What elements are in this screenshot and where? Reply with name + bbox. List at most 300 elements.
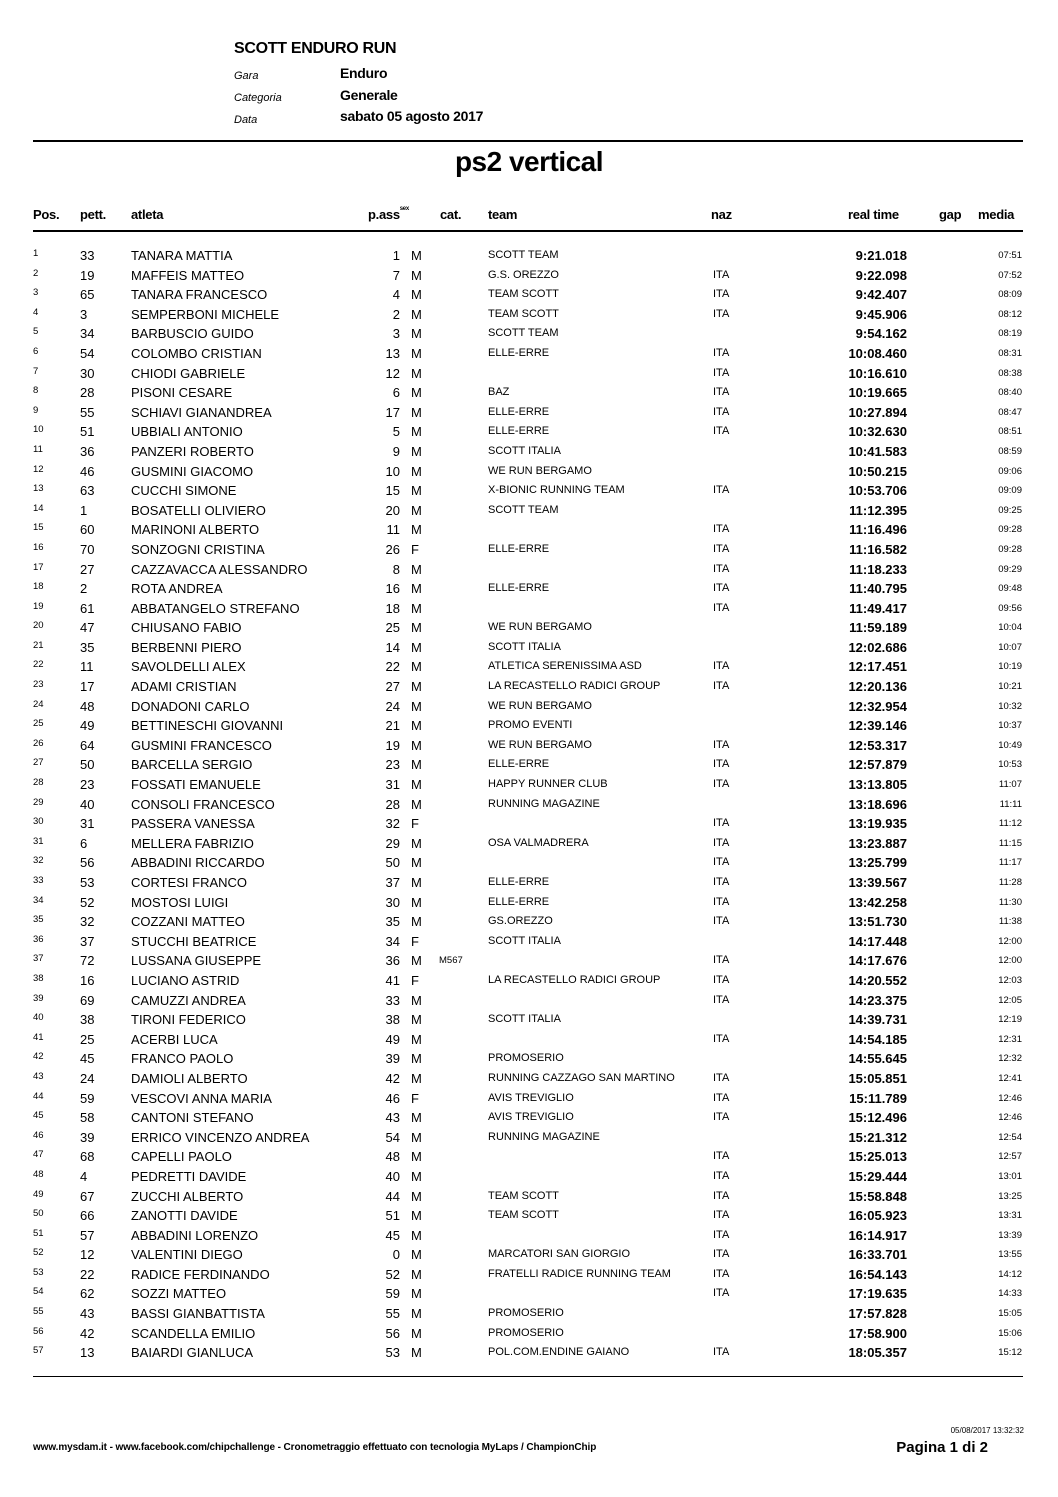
- cell-media: 15:06: [998, 1327, 1022, 1339]
- cell-team: PROMOSERIO: [488, 1052, 564, 1065]
- cell-pass: 45: [385, 1227, 400, 1243]
- data-value: sabato 05 agosto 2017: [340, 108, 484, 124]
- cell-atleta: FRANCO PAOLO: [131, 1051, 234, 1067]
- cell-pos: 28: [33, 777, 44, 789]
- cell-pett: 32: [80, 914, 95, 930]
- cell-pass: 13: [385, 345, 400, 361]
- cell-pos: 27: [33, 757, 44, 769]
- cell-pett: 58: [80, 1110, 95, 1126]
- cell-media: 12:57: [998, 1151, 1022, 1163]
- cell-pass: 3: [392, 326, 400, 342]
- cell-sex: M: [411, 1286, 422, 1302]
- cell-team: OSA VALMADRERA: [488, 836, 589, 849]
- cell-sex: M: [411, 1266, 422, 1282]
- cell-media: 15:12: [998, 1347, 1022, 1359]
- table-row: [0, 383, 1058, 403]
- cell-pass: 52: [385, 1266, 400, 1282]
- cell-pett: 34: [80, 326, 95, 342]
- cell-naz: ITA: [713, 1071, 730, 1084]
- cell-naz: ITA: [713, 836, 730, 849]
- cell-atleta: BARBUSCIO GUIDO: [131, 326, 254, 342]
- cell-pett: 4: [80, 1168, 88, 1184]
- cell-naz: ITA: [713, 1209, 730, 1222]
- cell-pass: 23: [385, 757, 400, 773]
- cell-team: ELLE-ERRE: [488, 876, 550, 888]
- cell-pass: 0: [392, 1247, 400, 1263]
- cell-media: 12:03: [998, 974, 1022, 986]
- cell-media: 12:00: [998, 935, 1022, 947]
- table-row: [0, 1324, 1058, 1344]
- cell-naz: ITA: [713, 1091, 730, 1104]
- cell-pos: 16: [33, 541, 44, 553]
- cell-pass: 29: [385, 835, 400, 851]
- cell-media: 10:04: [998, 622, 1022, 634]
- cell-pass: 25: [385, 620, 400, 636]
- cell-atleta: ZANOTTI DAVIDE: [131, 1208, 238, 1224]
- results-table: [0, 246, 1058, 1363]
- cell-atleta: LUSSANA GIUSEPPE: [131, 953, 262, 969]
- cell-pass: 48: [385, 1149, 400, 1165]
- cell-pett: 1: [80, 502, 88, 518]
- cell-team: AVIS TREVIGLIO: [488, 1111, 574, 1124]
- cell-media: 10:21: [998, 681, 1022, 693]
- cell-naz: ITA: [713, 817, 730, 830]
- cell-atleta: DAMIOLI ALBERTO: [131, 1070, 248, 1086]
- cell-pass: 20: [385, 502, 400, 518]
- cell-sex: M: [411, 698, 422, 714]
- cell-pos: 54: [33, 1286, 44, 1298]
- cell-team: LA RECASTELLO RADICI GROUP: [488, 973, 661, 986]
- cell-pett: 25: [80, 1031, 95, 1047]
- cell-sex: M: [411, 345, 422, 361]
- cell-pett: 19: [80, 267, 95, 283]
- cell-sex: M: [411, 1110, 422, 1126]
- cell-atleta: TANARA FRANCESCO: [131, 287, 268, 303]
- cell-real-time: 13:39.567: [848, 875, 907, 890]
- cell-pett: 40: [80, 796, 95, 812]
- cell-team: SCOTT TEAM: [488, 249, 559, 261]
- cell-pett: 22: [80, 1266, 95, 1282]
- cell-pos: 48: [33, 1168, 44, 1180]
- cell-pass: 22: [385, 659, 400, 675]
- cell-pass: 54: [385, 1129, 400, 1145]
- cell-real-time: 16:14.917: [848, 1227, 907, 1243]
- cell-atleta: ADAMI CRISTIAN: [131, 679, 237, 695]
- table-row: [0, 501, 1058, 521]
- cell-naz: ITA: [713, 562, 730, 575]
- cell-media: 10:53: [998, 759, 1022, 771]
- cell-real-time: 10:53.706: [848, 483, 907, 499]
- table-row: [0, 442, 1058, 462]
- cell-pos: 4: [33, 306, 39, 318]
- col-pass-label: p.ass: [368, 207, 400, 222]
- cell-team: RUNNING CAZZAGO SAN MARTINO: [488, 1071, 675, 1084]
- footer-credits: www.mysdam.it - www.facebook.com/chipchallenge - Cronometraggio effettuato con tecnologia MyLaps / ChampionChip: [33, 1442, 597, 1453]
- cell-pett: 30: [80, 365, 95, 381]
- cell-pett: 16: [80, 972, 95, 988]
- cell-atleta: RADICE FERDINANDO: [131, 1266, 270, 1282]
- cell-team: SCOTT TEAM: [488, 327, 559, 340]
- table-row: [0, 834, 1058, 854]
- table-row: [0, 462, 1058, 482]
- cell-team: ELLE-ERRE: [488, 895, 550, 908]
- cell-real-time: 12:20.136: [848, 679, 907, 695]
- cell-sex: M: [411, 1247, 422, 1263]
- cell-team: BAZ: [488, 386, 510, 399]
- table-row: [0, 853, 1058, 873]
- cell-atleta: GUSMINI FRANCESCO: [131, 737, 272, 753]
- table-row: [0, 1128, 1058, 1148]
- cell-pett: 48: [80, 698, 95, 714]
- cell-pett: 31: [80, 816, 95, 832]
- cell-team: WE RUN BERGAMO: [488, 464, 592, 477]
- cell-real-time: 11:49.417: [849, 600, 907, 616]
- table-header-rule: [33, 230, 1023, 232]
- cell-sex: M: [411, 1208, 422, 1224]
- cell-team: RUNNING MAGAZINE: [488, 1130, 600, 1143]
- cell-naz: ITA: [713, 1150, 730, 1163]
- cell-team: TEAM SCOTT: [488, 307, 559, 320]
- cell-media: 08:40: [998, 387, 1022, 399]
- cell-team: TEAM SCOTT: [488, 1209, 559, 1222]
- cell-media: 09:09: [998, 485, 1022, 497]
- cell-pett: 3: [80, 306, 88, 322]
- cell-pos: 8: [33, 385, 39, 397]
- cell-real-time: 11:40.795: [849, 581, 907, 597]
- cell-real-time: 17:58.900: [848, 1325, 907, 1341]
- cell-media: 13:39: [998, 1229, 1022, 1241]
- table-row: [0, 1167, 1058, 1187]
- cell-pett: 55: [80, 404, 95, 420]
- cell-pett: 56: [80, 855, 95, 871]
- cell-team: TEAM SCOTT: [488, 1189, 559, 1202]
- cell-team: WE RUN BERGAMO: [488, 738, 592, 751]
- table-row: [0, 697, 1058, 717]
- table-row: [0, 560, 1058, 580]
- cell-sex: M: [411, 1129, 422, 1145]
- cell-media: 07:52: [998, 269, 1022, 281]
- cell-pett: 54: [80, 345, 95, 361]
- cell-pett: 70: [80, 541, 95, 557]
- cell-pett: 65: [80, 287, 95, 303]
- cell-real-time: 13:13.805: [848, 777, 907, 793]
- table-row: [0, 873, 1058, 893]
- cell-team: SCOTT TEAM: [488, 503, 559, 516]
- cell-media: 13:31: [998, 1210, 1022, 1222]
- cell-atleta: PEDRETTI DAVIDE: [131, 1168, 247, 1184]
- page-number: Pagina 1 di 2: [896, 1439, 988, 1456]
- cell-pett: 63: [80, 483, 95, 499]
- table-row: [0, 677, 1058, 697]
- cell-pos: 47: [33, 1149, 44, 1161]
- cell-real-time: 10:32.630: [848, 424, 907, 440]
- cell-team: ATLETICA SERENISSIMA ASD: [488, 660, 642, 673]
- cell-pass: 34: [385, 933, 400, 949]
- cell-media: 09:48: [998, 583, 1022, 595]
- cell-pos: 51: [33, 1227, 44, 1239]
- cell-atleta: BAIARDI GIANLUCA: [131, 1345, 254, 1361]
- cell-pos: 46: [33, 1129, 44, 1141]
- cell-pos: 21: [33, 639, 44, 651]
- cell-naz: ITA: [713, 876, 730, 888]
- cell-naz: ITA: [713, 758, 730, 771]
- col-pass: [368, 207, 409, 222]
- cell-naz: ITA: [713, 895, 730, 908]
- cell-sex: M: [411, 894, 422, 910]
- cell-pett: 38: [80, 1012, 95, 1028]
- cell-atleta: COLOMBO CRISTIAN: [131, 345, 262, 361]
- cell-real-time: 12:53.317: [848, 737, 907, 753]
- cell-atleta: SCHIAVI GIANANDREA: [131, 404, 272, 420]
- cell-naz: ITA: [713, 366, 730, 379]
- cell-pos: 52: [33, 1247, 44, 1259]
- cell-pett: 72: [80, 953, 95, 969]
- cell-pass: 11: [386, 522, 400, 538]
- cell-real-time: 13:25.799: [848, 855, 907, 871]
- table-row: [0, 1089, 1058, 1109]
- cell-pos: 11: [33, 443, 43, 455]
- cell-naz: ITA: [713, 778, 730, 791]
- cell-pos: 29: [33, 796, 44, 808]
- cell-pass: 10: [385, 463, 400, 479]
- table-row: [0, 324, 1058, 344]
- cell-team: POL.COM.ENDINE GAIANO: [488, 1346, 630, 1359]
- cell-media: 08:38: [998, 367, 1022, 379]
- cell-pett: 43: [80, 1306, 95, 1322]
- cell-naz: ITA: [713, 973, 730, 986]
- cell-team: GS.OREZZO: [488, 915, 553, 928]
- cell-pos: 32: [33, 855, 44, 867]
- cell-real-time: 10:19.665: [848, 385, 907, 401]
- cell-atleta: ZUCCHI ALBERTO: [131, 1188, 244, 1204]
- cell-pass: 32: [385, 816, 400, 832]
- cell-team: PROMO EVENTI: [488, 719, 573, 732]
- cell-real-time: 9:42.407: [855, 287, 907, 303]
- table-row: [0, 403, 1058, 423]
- cell-naz: ITA: [713, 1169, 730, 1182]
- cell-pos: 24: [33, 698, 44, 710]
- cell-atleta: MAFFEIS MATTEO: [131, 267, 245, 283]
- cell-pos: 40: [33, 1012, 44, 1024]
- cell-real-time: 10:50.215: [848, 463, 907, 479]
- cell-real-time: 12:39.146: [848, 718, 907, 734]
- cell-atleta: CUCCHI SIMONE: [131, 483, 237, 499]
- cell-pass: 44: [385, 1188, 400, 1204]
- cell-pass: 16: [385, 581, 400, 597]
- cell-pass: 37: [385, 875, 400, 890]
- cell-real-time: 13:51.730: [848, 914, 907, 930]
- table-row: [0, 520, 1058, 540]
- table-row: [0, 1343, 1058, 1363]
- cell-pett: 35: [80, 639, 95, 655]
- cell-atleta: ABBATANGELO STREFANO: [131, 600, 300, 616]
- cell-pett: 11: [80, 659, 94, 675]
- cell-media: 13:25: [998, 1190, 1022, 1202]
- cell-pass: 24: [385, 698, 400, 714]
- page-title: ps2 vertical: [454, 146, 604, 177]
- cell-pass: 7: [392, 267, 400, 283]
- cell-real-time: 15:11.789: [849, 1090, 907, 1106]
- cell-pos: 19: [33, 600, 44, 612]
- cell-team: LA RECASTELLO RADICI GROUP: [488, 680, 661, 693]
- cell-atleta: TIRONI FEDERICO: [131, 1012, 246, 1028]
- cell-pos: 6: [33, 345, 39, 357]
- cell-team: SCOTT ITALIA: [488, 1013, 561, 1026]
- cell-pass: 14: [385, 639, 400, 655]
- cell-pos: 25: [33, 718, 44, 730]
- cell-team: WE RUN BERGAMO: [488, 699, 592, 712]
- cell-media: 11:11: [999, 798, 1022, 810]
- cell-naz: ITA: [713, 405, 730, 418]
- cell-sex: M: [411, 483, 422, 499]
- cell-pos: 17: [33, 561, 44, 573]
- cell-media: 08:09: [998, 289, 1022, 301]
- cell-atleta: GUSMINI GIACOMO: [131, 463, 254, 479]
- table-row: [0, 1226, 1058, 1246]
- cell-pett: 27: [80, 561, 95, 577]
- cell-media: 12:54: [998, 1131, 1022, 1143]
- cell-pett: 57: [80, 1227, 95, 1243]
- cell-sex: M: [411, 581, 422, 597]
- cell-team: RUNNING MAGAZINE: [488, 797, 600, 810]
- table-row: [0, 422, 1058, 442]
- cell-naz: ITA: [713, 1032, 730, 1045]
- table-row: [0, 951, 1058, 971]
- cell-atleta: FOSSATI EMANUELE: [131, 777, 261, 793]
- cell-pass: 9: [392, 443, 400, 459]
- table-row: [0, 1049, 1058, 1069]
- cell-pass: 46: [385, 1090, 400, 1106]
- cell-pett: 61: [80, 600, 95, 616]
- cell-real-time: 15:58.848: [848, 1188, 907, 1204]
- cell-pos: 9: [33, 404, 39, 416]
- cell-team: WE RUN BERGAMO: [488, 621, 592, 634]
- cell-real-time: 12:02.686: [848, 639, 907, 655]
- cell-sex: F: [411, 816, 419, 832]
- table-row: [0, 1265, 1058, 1285]
- cell-sex: M: [411, 639, 422, 655]
- col-naz: naz: [711, 207, 732, 222]
- cell-cat: M567: [439, 955, 463, 967]
- cell-pos: 3: [33, 287, 39, 299]
- cell-media: 10:19: [998, 661, 1022, 673]
- cell-pass: 51: [385, 1208, 400, 1224]
- cell-real-time: 13:23.887: [848, 835, 907, 851]
- cell-team: SCOTT ITALIA: [488, 444, 561, 457]
- cell-media: 12:31: [998, 1033, 1022, 1045]
- cell-media: 14:33: [998, 1288, 1022, 1300]
- cell-real-time: 15:12.496: [848, 1110, 907, 1126]
- cell-team: PROMOSERIO: [488, 1326, 564, 1339]
- cell-sex: M: [411, 365, 422, 381]
- cell-media: 13:55: [998, 1249, 1022, 1261]
- cell-pos: 39: [33, 992, 44, 1004]
- cell-sex: M: [411, 1168, 422, 1184]
- data-label: Data: [234, 114, 258, 126]
- cell-pass: 2: [392, 306, 400, 322]
- cell-pos: 38: [33, 972, 44, 984]
- table-row: [0, 795, 1058, 815]
- cell-real-time: 11:59.189: [849, 620, 907, 636]
- cell-sex: M: [411, 1306, 422, 1322]
- cell-sex: M: [411, 620, 422, 636]
- cell-media: 10:32: [998, 700, 1022, 712]
- cell-real-time: 14:23.375: [848, 992, 907, 1008]
- cell-sex: M: [411, 287, 422, 303]
- gara-value: Enduro: [340, 65, 388, 81]
- cell-atleta: BERBENNI PIERO: [131, 639, 242, 655]
- cell-sex: M: [411, 718, 422, 734]
- cell-sex: M: [411, 737, 422, 753]
- cell-pass: 49: [385, 1031, 400, 1047]
- cell-pett: 2: [80, 581, 88, 597]
- cell-real-time: 9:22.098: [855, 267, 907, 283]
- col-media: media: [978, 207, 1015, 222]
- cell-pos: 43: [33, 1070, 44, 1082]
- cell-real-time: 9:54.162: [855, 326, 907, 342]
- cell-atleta: CONSOLI FRANCESCO: [131, 796, 275, 812]
- cell-media: 09:29: [998, 563, 1022, 575]
- cell-atleta: ACERBI LUCA: [131, 1031, 218, 1047]
- col-atleta: atleta: [131, 207, 164, 222]
- cell-pass: 36: [385, 953, 400, 969]
- cell-media: 15:05: [998, 1308, 1022, 1320]
- col-cat: cat.: [440, 207, 462, 222]
- cell-real-time: 13:19.935: [848, 816, 907, 832]
- cell-pos: 31: [33, 835, 44, 847]
- cell-sex: F: [411, 541, 419, 557]
- cell-pos: 23: [33, 679, 44, 691]
- cell-pass: 18: [385, 600, 400, 616]
- gara-label: Gara: [234, 70, 259, 82]
- cell-media: 09:28: [998, 524, 1022, 536]
- cell-pass: 41: [385, 972, 400, 988]
- cell-team: SCOTT ITALIA: [488, 640, 561, 653]
- cell-atleta: PASSERA VANESSA: [131, 816, 255, 832]
- cell-real-time: 10:16.610: [848, 365, 907, 381]
- cell-sex: M: [411, 953, 422, 969]
- cell-naz: ITA: [713, 1228, 730, 1241]
- cell-pos: 26: [33, 737, 44, 749]
- col-pos: Pos.: [33, 207, 60, 222]
- cell-atleta: ABBADINI LORENZO: [131, 1227, 259, 1243]
- cell-sex: M: [411, 1325, 422, 1341]
- cell-pett: 69: [80, 992, 95, 1008]
- cell-real-time: 11:18.233: [849, 561, 907, 577]
- cell-atleta: VALENTINI DIEGO: [131, 1247, 243, 1263]
- cell-pett: 24: [80, 1070, 95, 1086]
- cell-naz: ITA: [713, 738, 730, 751]
- cell-team: ELLE-ERRE: [488, 582, 550, 595]
- cell-pos: 34: [33, 894, 44, 906]
- cell-pos: 18: [33, 581, 44, 593]
- table-row: [0, 971, 1058, 991]
- cell-media: 11:15: [998, 837, 1022, 849]
- cell-atleta: MOSTOSI LUIGI: [131, 894, 229, 910]
- cell-sex: M: [411, 855, 422, 871]
- event-title: SCOTT ENDURO RUN: [234, 40, 397, 57]
- table-row: [0, 932, 1058, 952]
- table-row: [0, 618, 1058, 638]
- cell-pett: 36: [80, 443, 95, 459]
- cell-real-time: 11:12.395: [849, 502, 907, 518]
- cell-real-time: 14:54.185: [848, 1031, 907, 1047]
- cell-naz: ITA: [713, 268, 730, 281]
- cell-sex: M: [411, 404, 422, 420]
- cell-team: HAPPY RUNNER CLUB: [488, 778, 608, 791]
- cell-pos: 14: [33, 502, 44, 514]
- table-row: [0, 991, 1058, 1011]
